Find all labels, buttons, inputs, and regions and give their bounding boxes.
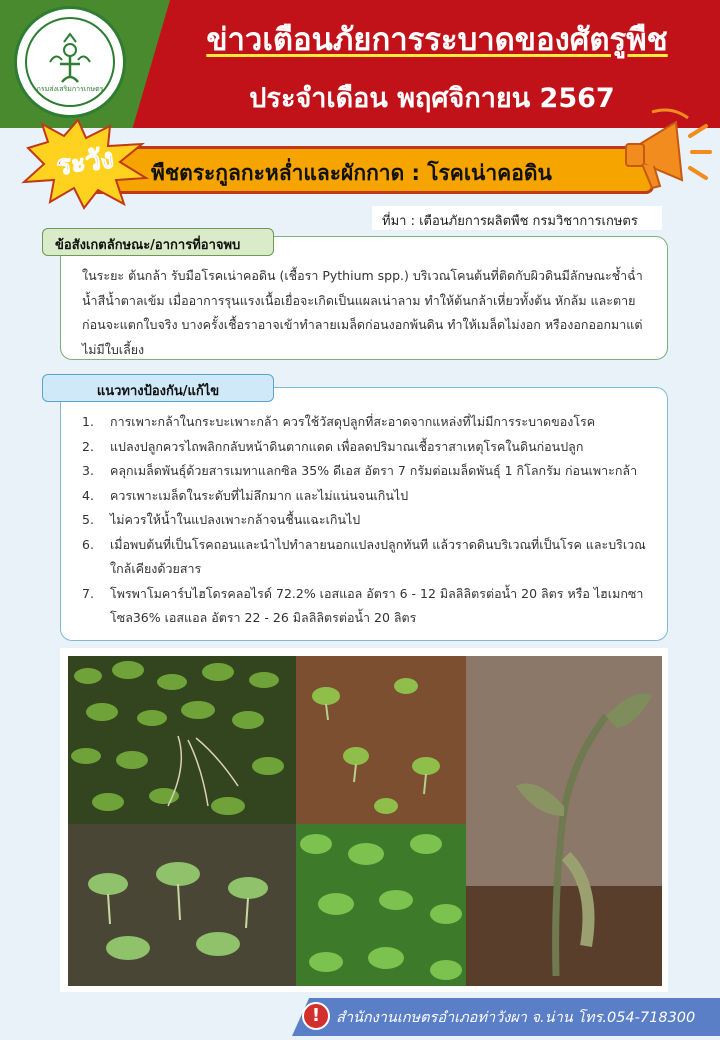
photo-tray-seedlings: [68, 824, 296, 986]
photo-soil-seedlings: [296, 656, 466, 824]
photo-diseased-seedling: [466, 656, 662, 986]
photo-leafy-seedlings: [296, 824, 466, 986]
exclamation-icon: !: [302, 1002, 330, 1030]
logo-text: กรมส่งเสริมการเกษตร: [36, 85, 104, 93]
headline-banner: [88, 146, 654, 194]
source-citation: ที่มา : เตือนภัยการผลิตพืช กรมวิชาการเกษตร: [372, 206, 662, 230]
list-item: 6. เมื่อพบต้นที่เป็นโรคถอนและนำไปทำลายนอกแปลงปลูกทันที แล้วราดดินบริเวณที่เป็นโรค และบริเวณใกล้เคียงด้วยสาร: [82, 536, 646, 576]
symptoms-tab: ข้อสังเกตลักษณะ/อาการที่อาจพบ: [42, 228, 274, 256]
warning-word: ระวัง: [54, 143, 116, 182]
symptoms-text: ในระยะ ต้นกล้า รับมือโรคเน่าคอดิน (เชื้อรา Pythium spp.) บริเวณโคนต้นที่ติดกับผิวดินมีลักษณะช้ำฉ่ำน้ำสีน้ำตาลเข้ม เมื่ออาการรุนแรงเนื้อเยื่อจะเกิดเป็นแผลเน่าลาม ทำให้ต้นกล้าเหี่ยวทั้งต้น หักล้ม และตายก่อนจะแตกใบจริง บางครั้งเชื้อราอาจเข้าทำลายเมล็ดก่อนงอกพ้นดิน ทำให้เมล็ดไม่งอก หรืองอกออกมาแต่ไม่มีใบเลี้ยง: [82, 268, 643, 357]
footer-contact: สำนักงานเกษตรอำเภอท่าวังผา จ.น่าน โทร.054-718300: [336, 1010, 696, 1026]
headline-text: พืชตระกูลกะหล่ำและผักกาด : โรคเน่าคอดิน: [151, 161, 552, 185]
list-item: 5. ไม่ควรให้น้ำในแปลงเพาะกล้าจนชื้นแฉะเกินไป: [82, 512, 361, 527]
deity-emblem-icon: [40, 32, 100, 92]
list-item: 4. ควรเพาะเมล็ดในระดับที่ไม่ลึกมาก และไม่แน่นจนเกินไป: [82, 487, 409, 503]
list-item: 3. คลุกเมล็ดพันธุ์ด้วยสารเมทาแลกซิล 35% ดีเอส อัตรา 7 กรัมต่อเมล็ดพันธุ์ 1 กิโลกรัม ก่อนเพาะกล้า: [82, 463, 638, 478]
prevention-list: [82, 410, 654, 631]
page-subtitle: ประจำเดือน พฤศจิกายน 2567: [249, 83, 615, 114]
page-title: ข่าวเตือนภัยการระบาดของศัตรูพืช: [206, 22, 668, 58]
prevention-tab: แนวทางป้องกัน/แก้ไข: [42, 374, 274, 402]
photo-collage: [60, 648, 668, 992]
list-item: 7. โพรพาโมคาร์บไฮโดรคลอไรด์ 72.2% เอสแอล อัตรา 6 - 12 มิลลิลิตรต่อน้ำ 20 ลิตร หรือ ไฮเมกซาโซล36% เอสแอล อัตรา 22 - 26 มิลลิลิตรต่อน้ำ 20 ลิตร: [82, 585, 644, 625]
department-logo: [14, 6, 126, 118]
photo-dense-seedlings: [68, 656, 296, 824]
list-item: 1. การเพาะกล้าในกระบะเพาะกล้า ควรใช้วัสดุปลูกที่สะอาดจากแหล่งที่ไม่มีการระบาดของโรค: [82, 414, 596, 429]
list-item: 2. แปลงปลูกควรไถพลิกกลับหน้าดินตากแดด เพื่อลดปริมาณเชื้อราสาเหตุโรคในดินก่อนปลูก: [82, 438, 584, 454]
megaphone-icon: [612, 104, 712, 196]
